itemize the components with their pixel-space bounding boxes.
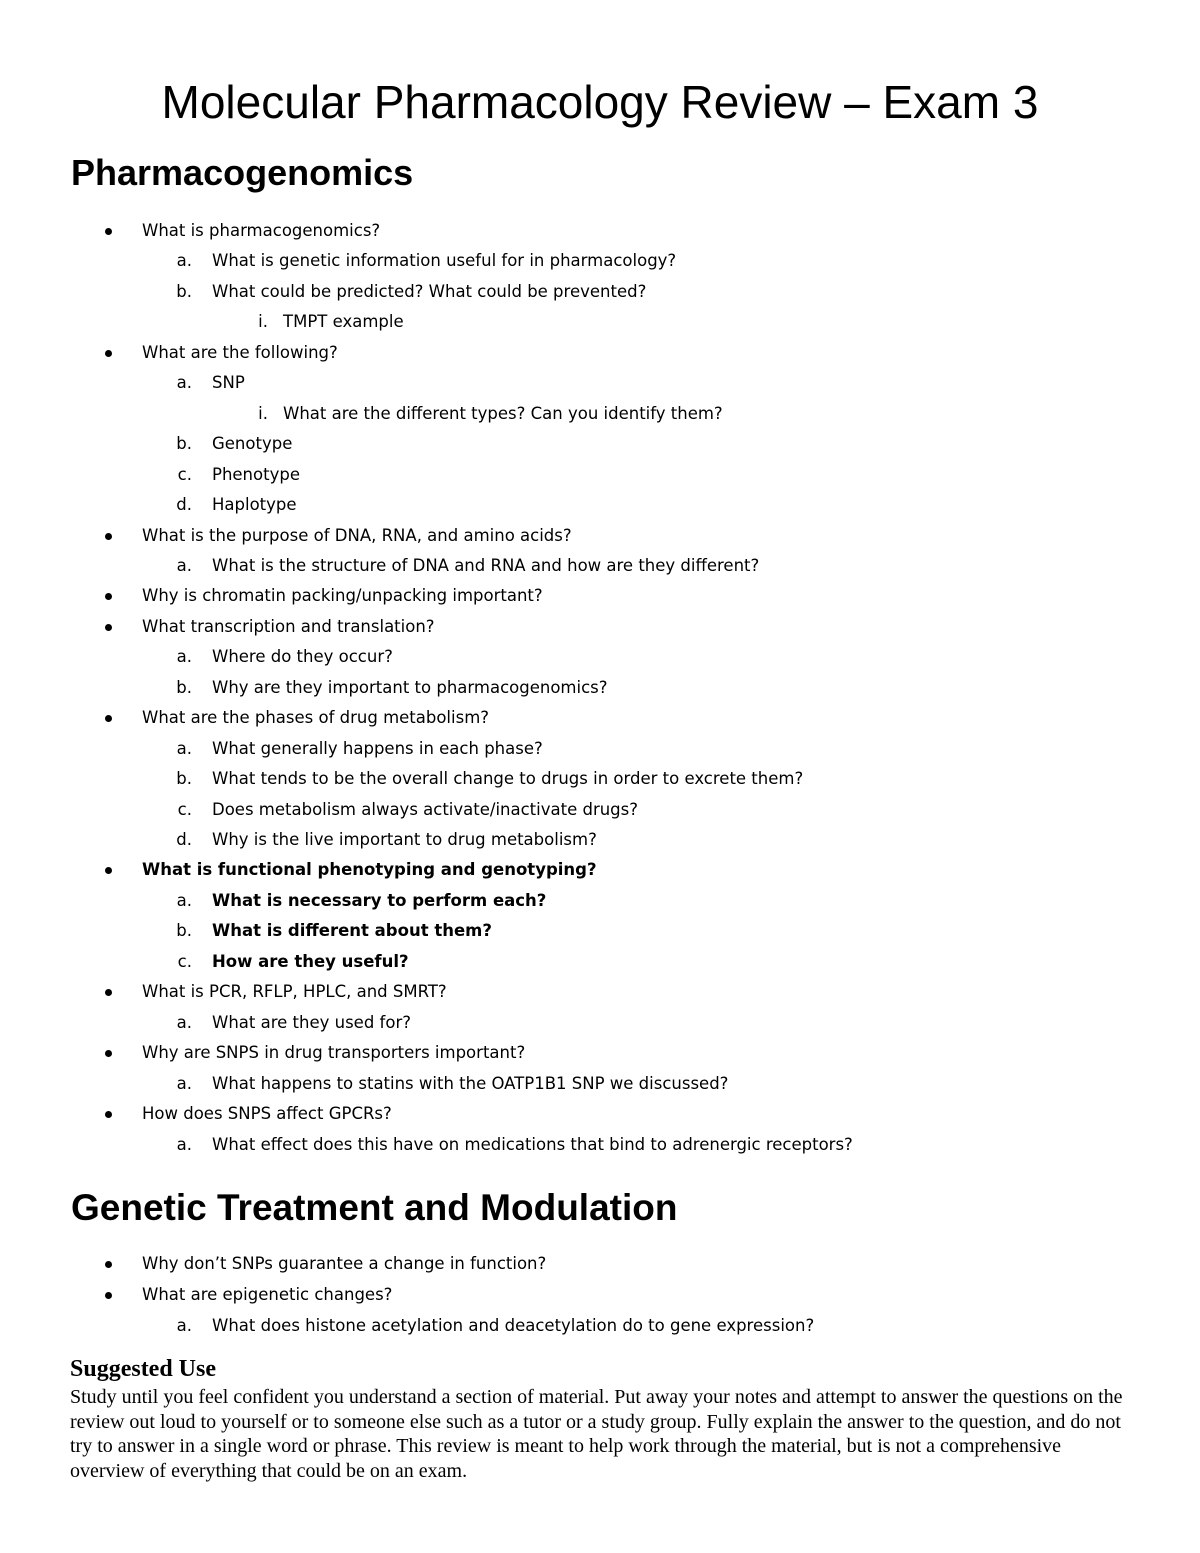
- list-item-text: What is genetic information useful for in pharmacology?: [212, 251, 677, 271]
- list-item-text: What is PCR, RFLP, HPLC, and SMRT?: [142, 982, 447, 1002]
- list-item-text: What is functional phenotyping and genotyping?: [142, 860, 597, 880]
- list-marker: c.: [177, 464, 192, 484]
- list-marker: a.: [176, 1073, 192, 1093]
- list-item-text: What are the phases of drug metabolism?: [142, 708, 490, 728]
- list-marker: b.: [176, 921, 192, 941]
- section-heading-pharmacogenomics: Pharmacogenomics: [71, 152, 414, 193]
- list-marker: b.: [176, 434, 192, 454]
- list-item-text: TMPT example: [283, 312, 404, 332]
- list-item-text: Why don’t SNPs guarantee a change in function?: [142, 1254, 547, 1273]
- list-item-text: What could be predicted? What could be prevented?: [212, 281, 647, 301]
- list-item-text: What transcription and translation?: [142, 616, 435, 636]
- list-marker: a.: [176, 647, 192, 667]
- suggested-use-heading: Suggested Use: [70, 1356, 217, 1382]
- list-marker: a.: [176, 1012, 192, 1032]
- list-marker: a.: [176, 251, 192, 271]
- list-marker: a.: [176, 738, 192, 758]
- list-marker: b.: [176, 769, 192, 789]
- list-item-text: What is pharmacogenomics?: [142, 221, 381, 240]
- list-item-text: What is the purpose of DNA, RNA, and amino acids?: [142, 525, 572, 545]
- list-marker: c.: [177, 951, 192, 971]
- list-marker: a.: [176, 555, 192, 575]
- bullet-icon: [105, 228, 112, 235]
- document-title: Molecular Pharmacology Review – Exam 3: [161, 76, 1039, 128]
- bullet-icon: [105, 989, 112, 996]
- list-item-text: What generally happens in each phase?: [212, 738, 543, 758]
- list-item-text: Haplotype: [212, 495, 297, 515]
- list-item-text: How are they useful?: [212, 951, 409, 971]
- list-item-text: Why is chromatin packing/unpacking important?: [142, 586, 543, 606]
- list-item-text: Does metabolism always activate/inactivate drugs?: [212, 799, 639, 819]
- list-item-text: What does histone acetylation and deacetylation do to gene expression?: [212, 1316, 815, 1335]
- bullet-icon: [105, 593, 112, 600]
- bullet-icon: [105, 715, 112, 722]
- list-item-text: Why is the live important to drug metabolism?: [212, 830, 597, 849]
- list-marker: a.: [176, 890, 192, 910]
- list-item-text: SNP: [212, 373, 245, 393]
- bullet-icon: [105, 1292, 112, 1299]
- suggested-use-paragraph: Study until you feel confident you understand a section of material. Put away your notes and attempt to answer the questions on the review out loud to yourself or to someone else such as a tutor or a study group. Fully explain the answer to the question, and do not try to answer in a single word or phrase. This review is meant to help work through the material, but is not a comprehensive overview of everything that could be on an exam.: [70, 1386, 1123, 1482]
- list-marker: i.: [258, 312, 268, 332]
- list-item-text: Where do they occur?: [212, 647, 393, 667]
- list-marker: i.: [258, 403, 268, 423]
- list-item-text: What are epigenetic changes?: [142, 1285, 393, 1304]
- list-marker: b.: [176, 281, 192, 301]
- list-item-text: What are they used for?: [212, 1012, 411, 1032]
- bullet-icon: [105, 1261, 112, 1268]
- bullet-icon: [105, 350, 112, 357]
- list-marker: a.: [176, 373, 192, 393]
- list-item-text: What happens to statins with the OATP1B1 SNP we discussed?: [212, 1073, 729, 1093]
- bullet-icon: [105, 624, 112, 631]
- list-marker: d.: [176, 495, 192, 515]
- bullet-icon: [105, 867, 112, 874]
- list-marker: d.: [176, 830, 192, 849]
- list-marker: a.: [176, 1134, 192, 1154]
- list-item-text: Phenotype: [212, 464, 300, 484]
- bullet-icon: [105, 1111, 112, 1118]
- bullet-icon: [105, 1050, 112, 1057]
- list-item-text: What effect does this have on medications that bind to adrenergic receptors?: [212, 1134, 853, 1154]
- list-item-text: What are the following?: [142, 342, 338, 362]
- list-item-text: What is different about them?: [212, 921, 492, 941]
- list-item-text: What is the structure of DNA and RNA and how are they different?: [212, 555, 760, 575]
- list-item-text: Genotype: [212, 434, 293, 454]
- list-item-text: What tends to be the overall change to drugs in order to excrete them?: [212, 769, 804, 789]
- section-heading-genetic-treatment: Genetic Treatment and Modulation: [71, 1187, 678, 1228]
- list-marker: b.: [176, 677, 192, 697]
- bullet-icon: [105, 533, 112, 540]
- list-marker: a.: [176, 1316, 192, 1335]
- list-item-text: What are the different types? Can you identify them?: [283, 403, 723, 423]
- list-item-text: Why are they important to pharmacogenomics?: [212, 677, 608, 697]
- list-item-text: How does SNPS affect GPCRs?: [142, 1104, 392, 1124]
- list-marker: c.: [177, 799, 192, 819]
- list-item-text: Why are SNPS in drug transporters important?: [142, 1043, 526, 1063]
- list-item-text: What is necessary to perform each?: [212, 890, 547, 910]
